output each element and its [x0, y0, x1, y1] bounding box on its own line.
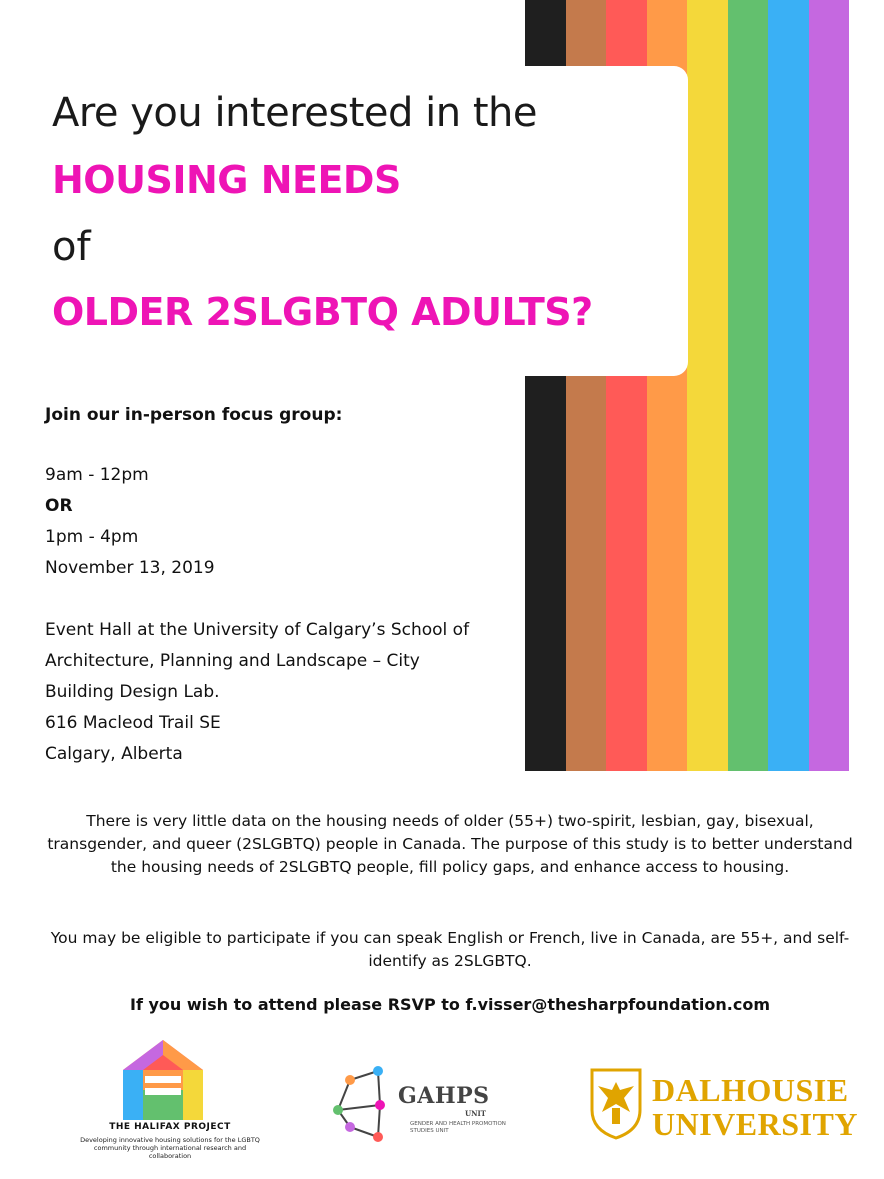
- headline-line-1: Are you interested in the: [52, 90, 537, 136]
- dalhousie-university-logo: [590, 1068, 858, 1148]
- venue-line: Building Design Lab.: [45, 682, 220, 702]
- halifax-project-logo: [75, 1040, 265, 1170]
- halifax-project-tagline: Developing innovative housing solutions for the LGBTQ community through international research and collaboration: [80, 1136, 260, 1160]
- venue-line: Calgary, Alberta: [45, 744, 183, 764]
- time-slot-morning: 9am - 12pm: [45, 465, 149, 485]
- gahps-name: GAHPS: [398, 1083, 490, 1109]
- gahps-unit-logo: [330, 1065, 530, 1145]
- study-description: There is very little data on the housing needs of older (55+) two-spirit, lesbian, gay, bisexual, transgender, and queer (2SLGBTQ) people in Canada. The purpose of this study is to better understand the housing needs of 2SLGBTQ people, fill policy gaps, and enhance access to housing.: [47, 812, 853, 876]
- headline-line-3: of: [52, 224, 91, 270]
- stripe-blue: [768, 0, 809, 771]
- venue-line: Event Hall at the University of Calgary’s School of: [45, 620, 470, 640]
- halifax-project-name: THE HALIFAX PROJECT: [109, 1122, 231, 1132]
- venue-line: 616 Macleod Trail SE: [45, 713, 221, 733]
- dalhousie-crest-icon: [590, 1068, 642, 1140]
- eligibility-text: You may be eligible to participate if you can speak English or French, live in Canada, are 55+, and self-identify as 2SLGBTQ.: [50, 929, 850, 970]
- stripe-yellow: [687, 0, 728, 771]
- headline-housing-needs: HOUSING NEEDS: [52, 158, 401, 202]
- gahps-unit-label: UNIT: [465, 1109, 486, 1118]
- network-nodes-icon: [330, 1065, 395, 1145]
- time-slot-afternoon: 1pm - 4pm: [45, 527, 139, 547]
- stripe-green: [728, 0, 769, 771]
- dalhousie-university-word: UNIVERSITY: [652, 1106, 858, 1142]
- or-separator: OR: [45, 496, 73, 516]
- event-date: November 13, 2019: [45, 558, 215, 578]
- rsvp-line: If you wish to attend please RSVP to f.visser@thesharpfoundation.com: [130, 995, 770, 1014]
- headline-older-adults: OLDER 2SLGBTQ ADULTS?: [52, 290, 593, 334]
- gahps-subtitle: GENDER AND HEALTH PROMOTION STUDIES UNIT: [410, 1121, 506, 1134]
- rainbow-house-icon: [123, 1040, 203, 1120]
- focus-group-heading: Join our in-person focus group:: [45, 405, 343, 425]
- venue-line: Architecture, Planning and Landscape – City: [45, 651, 420, 671]
- venue-address: [45, 615, 469, 770]
- stripe-purple: [809, 0, 850, 771]
- dalhousie-name: DALHOUSIE: [652, 1072, 849, 1108]
- headline-card: [0, 66, 688, 376]
